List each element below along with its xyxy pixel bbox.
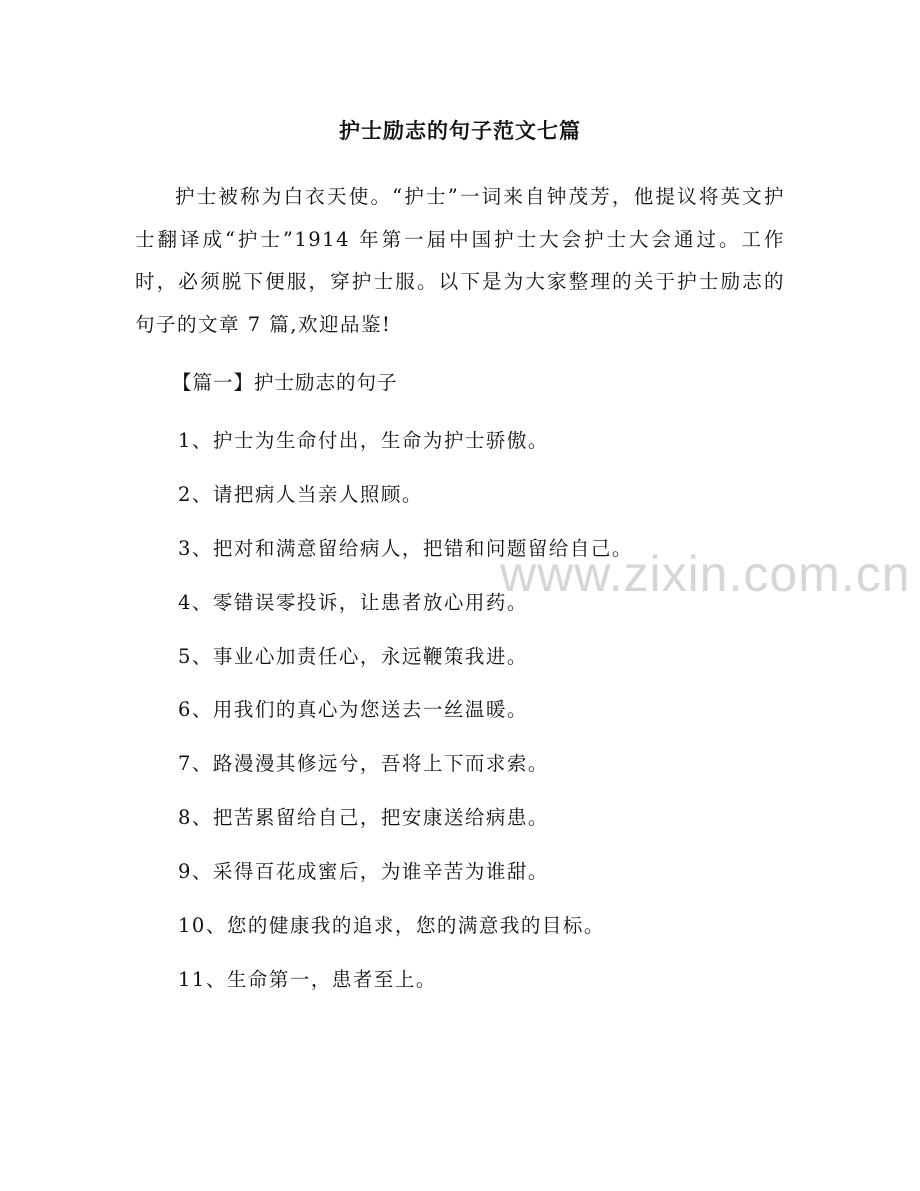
list-item: 8、把苦累留给自己，把安康送给病患。 — [178, 806, 549, 830]
intro-paragraph: 护士被称为白衣天使。“护士”一词来自钟茂芳，他提议将英文护士翻译成“护士”1914 年第一届中国护士大会护士大会通过。工作时，必须脱下便服，穿护士服。以下是为大家整理的关于护士励志的句子的文章 7 篇,欢迎品鉴! — [135, 185, 785, 336]
list-item: 4、零错误零投诉，让患者放心用药。 — [178, 590, 528, 614]
list-item: 3、把对和满意留给病人，把错和问题留给自己。 — [178, 536, 633, 560]
section-heading: 【篇一】护士励志的句子 — [172, 371, 398, 394]
document-title: 护士励志的句子范文七篇 — [339, 119, 581, 143]
list-item: 2、请把病人当亲人照顾。 — [178, 482, 423, 506]
list-item: 6、用我们的真心为您送去一丝温暖。 — [178, 698, 528, 722]
list-item: 11、生命第一，患者至上。 — [178, 967, 437, 991]
list-item: 9、采得百花成蜜后，为谁辛苦为谁甜。 — [178, 860, 549, 884]
list-item: 10、您的健康我的追求，您的满意我的目标。 — [178, 914, 605, 938]
list-item: 5、事业心加责任心，永远鞭策我进。 — [178, 644, 528, 668]
list-item: 1、护士为生命付出，生命为护士骄傲。 — [178, 429, 549, 452]
list-item: 7、路漫漫其修远兮，吾将上下而求索。 — [178, 752, 549, 776]
sentence-list — [178, 424, 818, 1017]
watermark: www.zixin.com.cn — [500, 546, 911, 602]
